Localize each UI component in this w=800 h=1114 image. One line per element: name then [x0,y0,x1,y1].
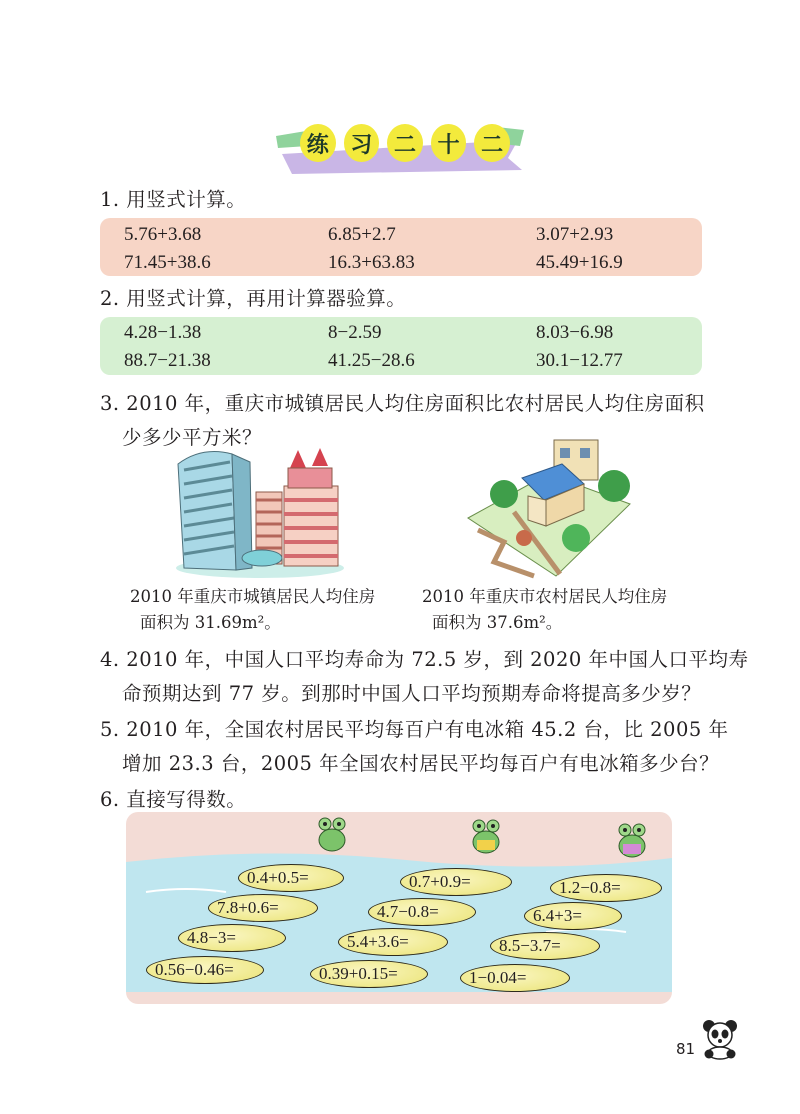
stone-problem: 7.8+0.6= [208,894,318,922]
caption-urban-line1: 2010 年重庆市城镇居民人均住房 [130,587,376,606]
q2-expr: 88.7−21.38 [124,350,211,371]
panda-icon [700,1018,740,1060]
q2-expr: 41.25−28.6 [328,350,415,371]
q4-line1: 4. 2010 年，中国人口平均寿命为 72.5 岁，到 2020 年中国人口平均寿 [100,648,749,671]
page-number: 81 [676,1040,696,1058]
frog-icon [312,814,352,854]
q4-line2: 命预期达到 77 岁。到那时中国人口平均预期寿命将提高多少岁？ [122,682,702,705]
exercise-title [300,124,510,164]
stone-problem: 0.7+0.9= [400,868,512,896]
stone-problem: 4.7−0.8= [368,898,476,926]
title-char: 习 [344,124,380,162]
stone-problem: 5.4+3.6= [338,928,448,956]
q1-prompt: 1. 用竖式计算。 [100,188,247,211]
q1-expr: 3.07+2.93 [536,224,614,245]
stone-problem: 0.4+0.5= [238,864,344,892]
title-char: 二 [474,124,510,162]
title-char: 十 [431,124,467,162]
stone-problem: 1.2−0.8= [550,874,662,902]
q2-expression-band [100,317,702,375]
stone-problem: 0.39+0.15= [310,960,428,988]
q1-expr: 71.45+38.6 [124,252,211,273]
stone-problem: 8.5−3.7= [490,932,600,960]
q1-expr: 6.85+2.7 [328,224,396,245]
stone-problem: 4.8−3= [178,924,286,952]
q2-expr: 8.03−6.98 [536,322,614,343]
q6-prompt: 6. 直接写得数。 [100,788,247,811]
stone-problem: 6.4+3= [524,902,622,930]
frog-icon [612,820,652,860]
title-char: 练 [300,124,336,162]
q2-prompt: 2. 用竖式计算，再用计算器验算。 [100,287,407,310]
caption-urban-line2: 面积为 31.69m²。 [140,613,281,632]
q5-line1: 5. 2010 年，全国农村居民平均每百户有电冰箱 45.2 台，比 2005 年 [100,718,729,741]
q2-expr: 4.28−1.38 [124,322,202,343]
q1-expr: 45.49+16.9 [536,252,623,273]
river-exercise [126,812,672,1004]
q1-expression-band [100,218,702,276]
caption-rural-line2: 面积为 37.6m²。 [432,613,563,632]
q5-line2: 增加 23.3 台，2005 年全国农村居民平均每百户有电冰箱多少台？ [122,752,720,775]
title-char: 二 [387,124,423,162]
q2-expr: 8−2.59 [328,322,382,343]
rural-house-illustration [464,434,632,580]
stone-problem: 1−0.04= [460,964,570,992]
q2-expr: 30.1−12.77 [536,350,623,371]
q3-line1: 3. 2010 年，重庆市城镇居民人均住房面积比农村居民人均住房面积 [100,392,705,415]
urban-buildings-illustration [172,440,348,580]
caption-rural-line1: 2010 年重庆市农村居民人均住房 [422,587,668,606]
q1-expr: 5.76+3.68 [124,224,202,245]
q3-line2: 少多少平方米？ [122,426,263,449]
q1-expr: 16.3+63.83 [328,252,415,273]
frog-icon [466,816,506,856]
stone-problem: 0.56−0.46= [146,956,264,984]
